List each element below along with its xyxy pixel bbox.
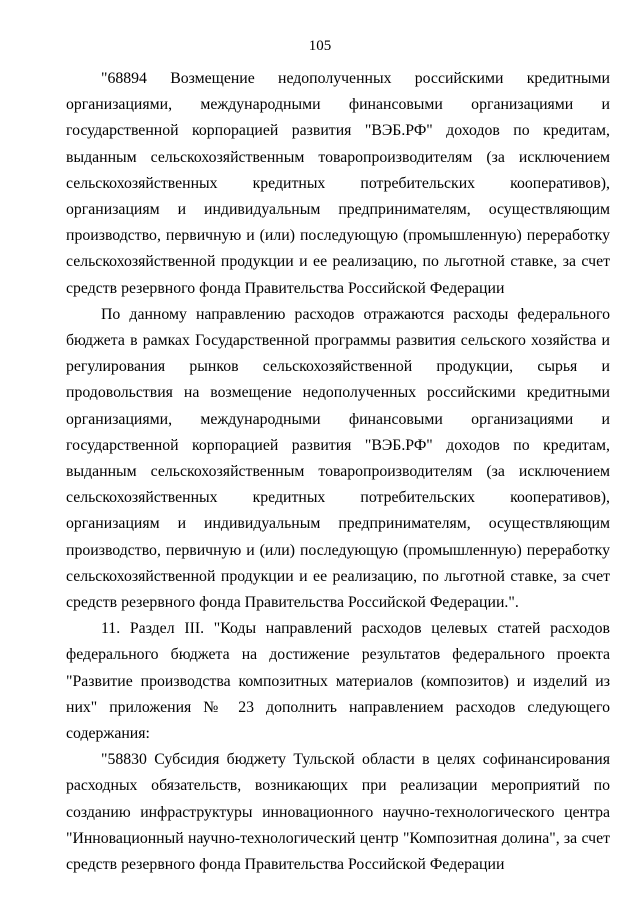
page-number: 105 <box>308 38 332 54</box>
document-body <box>66 66 610 878</box>
paragraph-item-11: 11. Раздел III. "Коды направлений расходов целевых статей расходов федерального бюджета на достижение результатов федерального проекта "Развитие производства композитных материалов (композитов) и изделий из них" приложения № 23 дополнить направлением расходов следующего содержания: <box>66 620 610 743</box>
paragraph-68894-description: По данному направлению расходов отражаются расходы федерального бюджета в рамках Государственной программы развития сельского хозяйства и регулирования рынков сельскохозяйственной продукции, сырья и продовольствия на возмещение недополученных российскими кредитными организациями, международными финансовыми организациями и государственной корпорацией развития "ВЭБ.РФ" доходов по кредитам, выданным сельскохозяйственным товаропроизводителям (за исключением сельскохозяйственных кредитных потребительских кооперативов), организациям и индивидуальным предпринимателям, осуществляющим производство, первичную и (или) последующую (промышленную) переработку сельскохозяйственной продукции и ее реализацию, по льготной ставке, за счет средств резервного фонда Правительства Российской Федерации.". <box>66 305 610 612</box>
paragraph-58830: "58830 Субсидия бюджету Тульской области в целях софинансирования расходных обязательств, возникающих при реализации мероприятий по созданию инфраструктуры инновационного научно-технологического центра "Инновационный научно-технологический центр "Композитная долина", за счет средств резервного фонда Правительства Российской Федерации <box>66 751 610 874</box>
paragraph-68894: "68894 Возмещение недополученных российскими кредитными организациями, международными финансовыми организациями и государственной корпорацией развития "ВЭБ.РФ" доходов по кредитам, выданным сельскохозяйственным товаропроизводителям (за исключением сельскохозяйственных кредитных потребительских кооперативов), организациям и индивидуальным предпринимателям, осуществляющим производство, первичную и (или) последующую (промышленную) переработку сельскохозяйственной продукции и ее реализацию, по льготной ставке, за счет средств резервного фонда Правительства Российской Федерации <box>66 70 610 297</box>
